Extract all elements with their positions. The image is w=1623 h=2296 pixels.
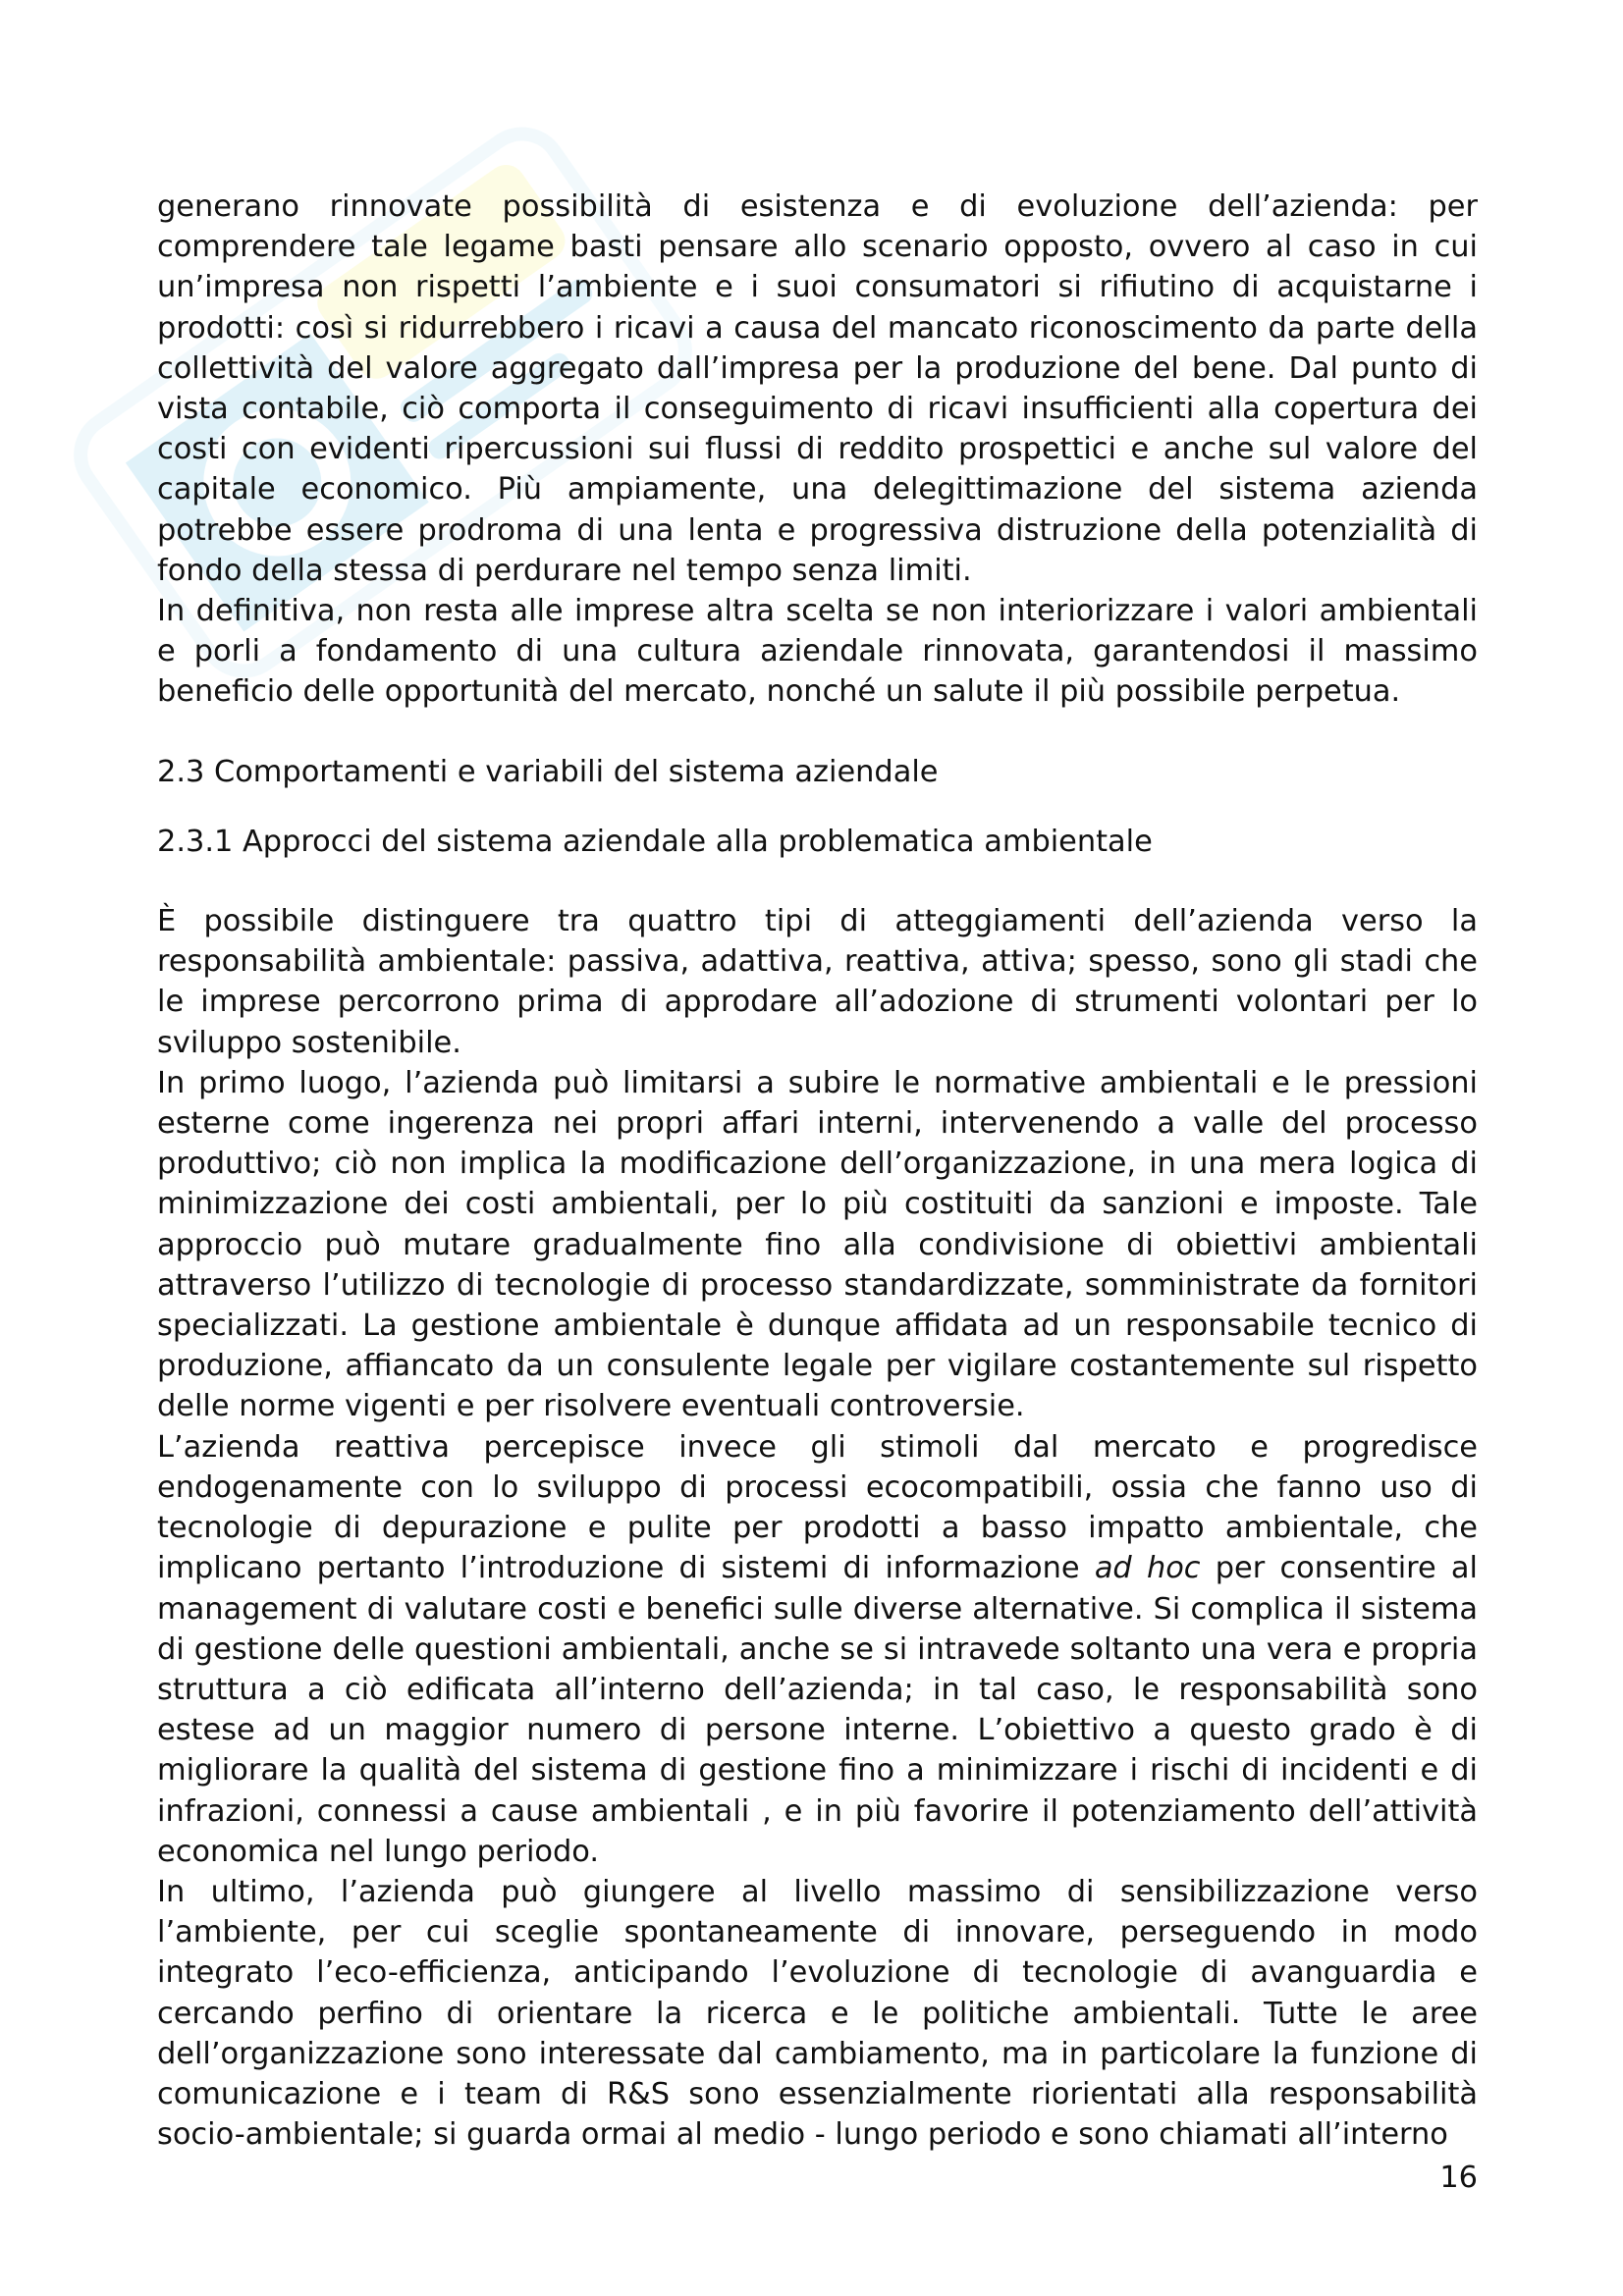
subsection-heading: 2.3.1 Approcci del sistema aziendale alla problematica ambientale [157, 824, 1153, 859]
page-number: 16 [1439, 2161, 1478, 2195]
paragraph-continuation: generano rinnovate possibilità di esistenza e di evoluzione dell’azienda: per comprendere tale legame basti pensare allo scenario opposto, ovvero al caso in cui un’impresa non rispetti l’ambiente e i suoi consumatori si rifiutino di acquistarne i prodotti: così si ridurrebbero i ricavi a causa del mancato riconoscimento da parte della collettività del valore aggregato dall’impresa per la produzione del bene. Dal punto di vista contabile, ciò comporta il conseguimento di ricavi insufficienti alla copertura dei costi con evidenti ripercussioni sui flussi di reddito prospettici e anche sul valore del capitale economico. Più ampiamente, una delegittimazione del sistema azienda potrebbe essere prodroma di una lenta e progressiva distruzione della potenzialità di fondo della stessa di perdurare nel tempo senza limiti. [157, 189, 1478, 588]
paragraph-approaches-intro: È possibile distinguere tra quattro tipi di atteggiamenti dell’azienda verso la responsabilità ambientale: passiva, adattiva, reattiva, attiva; spesso, sono gli stadi che le imprese percorrono prima di approdare all’adozione di strumenti volontari per lo sviluppo sostenibile. [157, 904, 1478, 1060]
paragraph-conclusion: In definitiva, non resta alle imprese altra scelta se non interiorizzare i valori ambientali e porli a fondamento di una cultura aziendale rinnovata, garantendosi il massimo beneficio delle opportunità del mercato, nonché un salute il più possibile perpetua. [157, 594, 1478, 710]
paragraph-reactive-part2: per consentire al management di valutare costi e benefici sulle diverse alternative. Si complica il sistema di gestione delle questioni ambientali, anche se si intravede soltanto una vera e propria struttura a ciò edificata all’interno dell’azienda; in tal caso, le responsabilità sono estese ad un maggior numero di persone interne. L’obiettivo a questo grado è di migliorare la qualità del sistema di gestione fino a minimizzare i rischi di incidenti e di infrazioni, connessi a cause ambientali , e in più favorire il potenziamento dell’attività economica nel lungo periodo. [157, 1551, 1478, 1869]
paragraph-reactive-part1: L’azienda reattiva percepisce invece gli stimoli dal mercato e progredisce endogenamente con lo sviluppo di processi ecocompatibili, ossia che fanno uso di tecnologie di depurazione e pulite per prodotti a basso impatto ambientale, che implicano pertanto l’introduzione di sistemi di informazione [157, 1429, 1478, 1586]
italic-ad-hoc: ad hoc [1094, 1551, 1201, 1586]
document-page [157, 187, 1478, 2155]
paragraph-active: In ultimo, l’azienda può giungere al livello massimo di sensibilizzazione verso l’ambiente, per cui sceglie spontaneamente di innovare, perseguendo in modo integrato l’eco-efficienza, anticipando l’evoluzione di tecnologie di avanguardia e cercando perfino di orientare la ricerca e le politiche ambientali. Tutte le aree dell’organizzazione sono interessate dal cambiamento, ma in particolare la funzione di comunicazione e i team di R&S sono essenzialmente riorientati alla responsabilità socio-ambientale; si guarda ormai al medio - lungo periodo e sono chiamati all’interno [157, 1874, 1478, 2153]
section-heading: 2.3 Comportamenti e variabili del sistema aziendale [157, 754, 939, 789]
paragraph-reactive [157, 1427, 1478, 1872]
paragraph-passive-adaptive: In primo luogo, l’azienda può limitarsi a subire le normative ambientali e le pressioni esterne come ingerenza nei propri affari interni, intervenendo a valle del processo produttivo; ciò non implica la modificazione dell’organizzazione, in una mera logica di minimizzazione dei costi ambientali, per lo più costituiti da sanzioni e imposte. Tale approccio può mutare gradualmente fino alla condivisione di obiettivi ambientali attraverso l’utilizzo di tecnologie di processo standardizzate, somministrate da fornitori specializzati. La gestione ambientale è dunque affidata ad un responsabile tecnico di produzione, affiancato da un consulente legale per vigilare costantemente sul rispetto delle norme vigenti e per risolvere eventuali controversie. [157, 1065, 1478, 1424]
